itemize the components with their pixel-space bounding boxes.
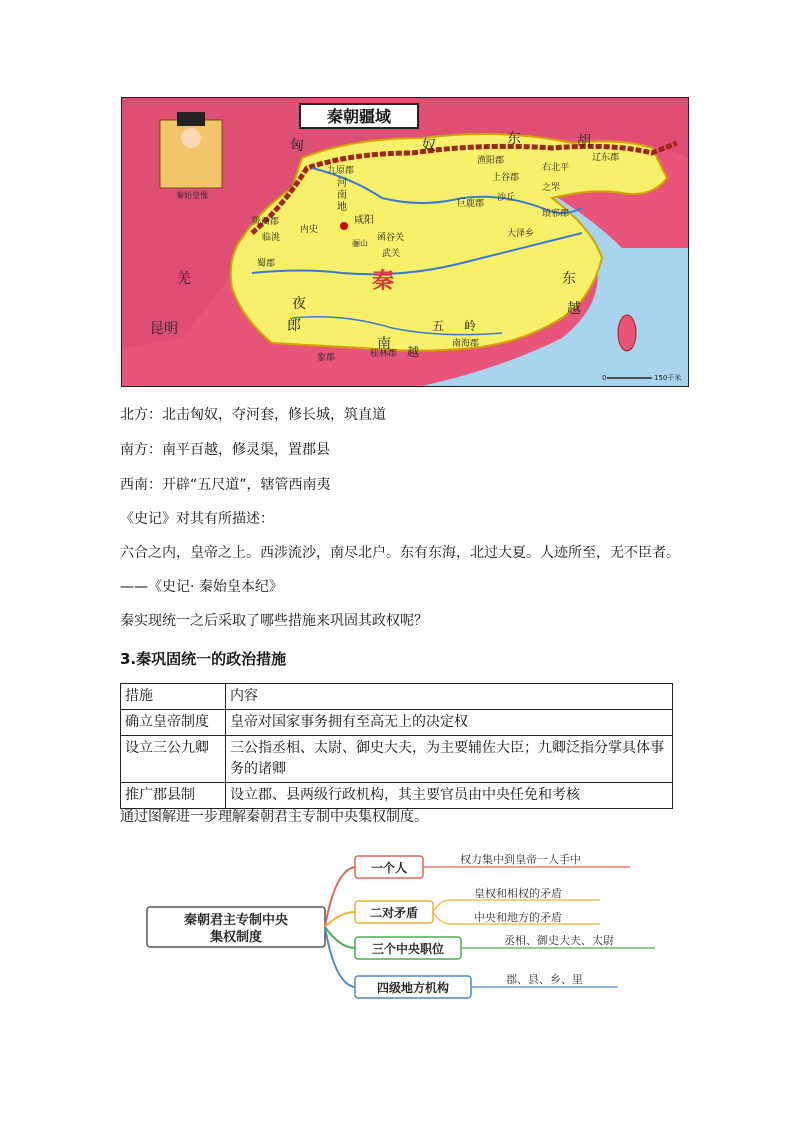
header-cell: 措施 <box>121 684 226 710</box>
place-label: 地 <box>337 202 347 213</box>
place-label: 渔阳郡 <box>477 156 505 166</box>
emperor-caption: 秦始皇像 <box>176 191 208 200</box>
map-svg <box>122 98 688 386</box>
capital-xianyang-marker <box>340 222 348 230</box>
branch-label-1: 一个人 <box>370 861 408 875</box>
content-cell: 皇帝对国家事务拥有至高无上的决定权 <box>226 710 673 736</box>
place-label: 上谷郡 <box>492 173 520 183</box>
branch-connector-2 <box>325 912 355 927</box>
place-label: 辽东郡 <box>592 153 620 163</box>
root-line-1: 秦朝君主专制中央 <box>183 913 289 928</box>
region-label: 胡 <box>577 134 591 150</box>
region-label: 越 <box>567 301 581 317</box>
region-label: 郎 <box>287 318 301 334</box>
branch-label-2: 二对矛盾 <box>369 906 419 920</box>
place-label: 右北平 <box>542 163 570 173</box>
region-label: 羌 <box>177 271 191 287</box>
region-label: 南 <box>377 336 391 352</box>
south-paragraph: 南方：南平百越，修灵渠，置郡县 <box>120 442 330 458</box>
place-label: 桂林郡 <box>370 349 398 359</box>
header-cell: 内容 <box>226 684 673 710</box>
place-label: 巨鹿郡 <box>457 199 485 209</box>
table-row <box>121 783 673 809</box>
region-label: 越 <box>407 345 420 359</box>
root-line-2: 集权制度 <box>209 930 263 945</box>
place-label: 九原郡 <box>327 166 355 176</box>
place-label: 南 <box>337 190 347 201</box>
detail-text: 郡、县、乡、里 <box>506 973 583 986</box>
mindmap-svg <box>140 850 660 1000</box>
measure-cell: 确立皇帝制度 <box>121 710 226 736</box>
diagram-intro: 通过图解进一步理解秦朝君主专制中央集权制度。 <box>120 809 428 825</box>
place-label: 蜀郡 <box>257 259 276 269</box>
region-label: 奴 <box>422 138 436 154</box>
detail-text: 皇权和相权的矛盾 <box>474 887 562 900</box>
place-label: 大泽乡 <box>507 229 535 239</box>
measure-cell: 推广郡县制 <box>121 783 226 809</box>
branch-connector-1 <box>325 867 355 927</box>
qin-territory-map <box>121 97 689 387</box>
detail-text: 丞相、御史大夫、太尉 <box>504 934 614 947</box>
scale-label: 150千米 <box>654 374 682 382</box>
content-cell: 三公指丞相、太尉、御史大夫，为主要辅佐大臣；九卿泛指分掌具体事务的诸卿 <box>226 736 673 783</box>
section-title: 3.秦巩固统一的政治措施 <box>120 650 287 668</box>
region-label: 东 <box>562 271 576 287</box>
content-cell: 设立郡、县两级行政机构，其主要官员由中央任免和考核 <box>226 783 673 809</box>
place-label: 象郡 <box>317 353 336 363</box>
measure-cell: 设立三公九卿 <box>121 736 226 783</box>
place-label: 骊山 <box>352 239 368 248</box>
region-label: 岭 <box>464 319 477 333</box>
center-label: 秦 <box>372 269 395 294</box>
place-label: 琅邪郡 <box>542 209 570 219</box>
north-paragraph: 北方：北击匈奴，夺河套，修长城，筑直道 <box>120 407 386 423</box>
branch-label-4: 四级地方机构 <box>376 981 450 995</box>
emperor-crown <box>177 112 205 126</box>
region-label: 匈 <box>290 138 304 154</box>
table-row <box>121 710 673 736</box>
detail-text: 中央和地方的矛盾 <box>474 911 562 924</box>
measures-table <box>120 683 673 809</box>
region-label: 夜 <box>292 296 306 312</box>
quote-source: ——《史记· 秦始皇本纪》 <box>120 579 283 595</box>
emperor-face <box>181 128 201 148</box>
place-label: 武关 <box>382 249 401 259</box>
region-label: 东 <box>507 131 521 147</box>
place-label: 陇西郡 <box>252 217 280 227</box>
region-label: 昆明 <box>150 321 178 337</box>
place-label: 河 <box>337 178 347 189</box>
mindmap <box>140 850 660 1004</box>
branch-connector-4 <box>325 927 355 987</box>
shiji-intro: 《史记》对其有所描述： <box>120 511 274 527</box>
place-label: 咸阳 <box>354 215 374 226</box>
place-label: 函谷关 <box>377 233 405 243</box>
place-label: 内史 <box>300 225 319 235</box>
place-label: 沙丘 <box>497 193 516 203</box>
question-paragraph: 秦实现统一之后采取了哪些措施来巩固其政权呢？ <box>120 613 428 629</box>
scale-zero: 0 <box>602 374 607 382</box>
place-label: 临洮 <box>262 233 281 243</box>
map-title: 秦朝疆域 <box>326 107 392 126</box>
place-label: 之罘 <box>542 183 561 193</box>
southwest-paragraph: 西南：开辟“五尺道”，辖管西南夷 <box>120 477 331 493</box>
table-header-row <box>121 684 673 710</box>
shiji-quote: 六合之内，皇帝之上。西涉流沙，南尽北户。东有东海，北过大夏。人迹所至，无不臣者。 <box>120 545 680 561</box>
branch-label-3: 三个中央职位 <box>371 942 445 956</box>
taiwan-island <box>618 315 636 351</box>
place-label: 南海郡 <box>452 339 480 349</box>
table-row <box>121 736 673 783</box>
detail-text: 权力集中到皇帝一人手中 <box>460 853 581 866</box>
region-label: 五 <box>432 319 445 333</box>
